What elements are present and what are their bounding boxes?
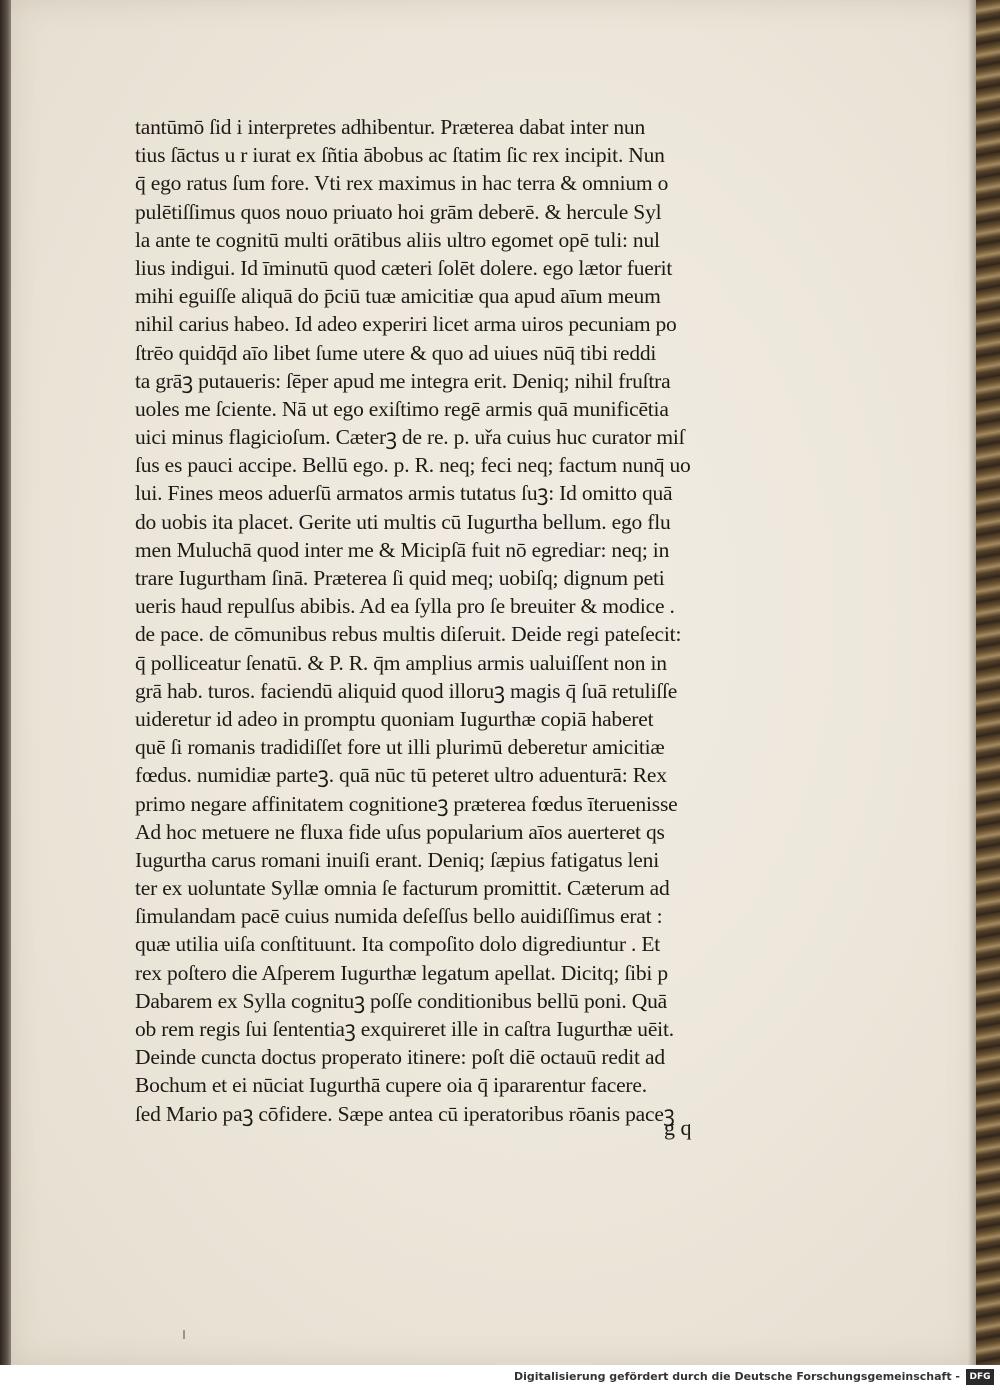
funding-footer — [0, 1365, 1000, 1390]
text-line: Bochum et ei nūciat Iugurthā cupere oia q̄ ipararentur facere. — [135, 1073, 647, 1098]
footer-credit: Digitalisierung gefördert durch die Deutsche Forschungsgemeinschaft - — [513, 1370, 960, 1383]
text-line: ſed Mario paꝫ cōfidere. Sæpe antea cū iperatoribus rōanis paceꝫ — [135, 1101, 675, 1126]
text-block — [135, 113, 719, 1128]
text-line: uideretur id adeo in promptu quoniam Iugurthæ copiā haberet — [135, 706, 654, 731]
text-line: q̄ ego ratus ſum fore. Vti rex maximus in hac terra & omnium o — [135, 171, 669, 196]
text-line: de pace. de cōmunibus rebus multis diſeruit. Deide regi pateſecit: — [135, 622, 682, 647]
text-line: grā hab. turos. faciendū aliquid quod illoruꝫ magis q̄ ſuā retuliſſe — [135, 678, 678, 703]
text-line: nihil carius habeo. Id adeo experiri licet arma uiros pecuniam po — [135, 312, 677, 337]
manuscript-page — [11, 0, 976, 1365]
marbled-cover-edge — [976, 0, 1000, 1365]
text-line: tius ſāctus u r iurat ex ſñtia ābobus ac ſtatim ſic rex incipit. Nun — [135, 143, 665, 168]
text-line: tantūmō ſid i interpretes adhibentur. Præterea dabat inter nun — [135, 115, 646, 139]
text-line: ſimulandam pacē cuius numida deſeſſus bello auidiſſimus erat : — [135, 904, 663, 929]
text-line: uici minus flagicioſum. Cæterꝫ de re. p. uřa cuius huc curator miſ — [135, 425, 685, 450]
text-line: quē ſi romanis tradidiſſet fore ut illi plurimū deberetur amicitiæ — [135, 735, 665, 760]
cover-shadow — [968, 0, 976, 1365]
text-line: Iugurtha carus romani inuiſi erant. Deniq; ſæpius fatigatus leni — [135, 847, 659, 872]
text-line: ueris haud repulſus abibis. Ad ea ſylla pro ſe breuiter & modice . — [135, 594, 675, 619]
text-line: pulētiſſimus quos nouo priuato hoi grām deberē. & hercule Syl — [135, 199, 662, 224]
text-line: la ante te cognitū multi orātibus aliis ultro egomet opē tuli: nul — [135, 227, 660, 252]
text-line: do uobis ita placet. Gerite uti multis cū Iugurtha bellum. ego flu — [135, 509, 671, 534]
text-line: ſus es pauci accipe. Bellū ego. p. R. neq; feci neq; factum nunq̄ uo — [135, 453, 691, 478]
dfg-logo: DFG — [966, 1369, 994, 1385]
book-binding-edge — [0, 0, 11, 1365]
pencil-mark — [183, 1330, 185, 1339]
text-line: Dabarem ex Sylla cognituꝫ poſſe conditionibus bellū poni. Quā — [135, 988, 668, 1013]
text-line: ob rem regis ſui ſententiaꝫ exquireret ille in caſtra Iugurthæ uēit. — [135, 1017, 674, 1041]
text-line: fœdus. numidiæ parteꝫ. quā nūc tū peteret ultro aduenturā: Rex — [135, 763, 667, 788]
text-line: lui. Fines meos aduerſū armatos armis tutatus ſuꝫ: Id omitto quā — [135, 481, 673, 506]
signature-mark: g q — [664, 1115, 692, 1140]
text-line: men Muluchā quod inter me & Micipſā fuit nō egrediar: neq; in — [135, 537, 670, 562]
text-line: rex poſtero die Aſperem Iugurthæ legatum apellat. Dicitq; ſibi p — [135, 960, 668, 985]
text-line: Deinde cuncta doctus properato itinere: poſt diē octauū redit ad — [135, 1045, 665, 1070]
text-line: ta grāꝫ putaueris: ſēper apud me integra erit. Deniq; nihil fruſtra — [135, 368, 671, 393]
text-line: quæ utilia uiſa conſtituunt. Ita compoſito dolo digrediuntur . Et — [135, 932, 661, 957]
text-line: ſtrēo quidq̄d aīo libet ſume utere & quo ad uiues nūq̄ tibi reddi — [135, 340, 657, 365]
text-line: primo negare affinitatem cognitioneꝫ præterea fœdus īteruenisse — [135, 791, 678, 816]
text-line: Ad hoc metuere ne fluxa fide uſus popularium aīos auerteret qs — [135, 819, 665, 844]
text-line: uoles me ſciente. Nā ut ego exiſtimo regē armis quā munificētia — [135, 396, 669, 421]
text-line: mihi eguiſſe aliquā do p̄ciū tuæ amicitiæ qua apud aīum meum — [135, 284, 661, 309]
text-line: ter ex uoluntate Syllæ omnia ſe facturum promittit. Cæterum ad — [135, 876, 670, 901]
text-line: lius indigui. Id īminutū quod cæteri ſolēt dolere. ego lætor fuerit — [135, 255, 673, 280]
text-line: trare Iugurtham ſinā. Præterea ſi quid meq; uobiſq; dignum peti — [135, 566, 665, 590]
text-line: q̄ polliceatur ſenatū. & P. R. q̄m amplius armis ualuiſſent non in — [135, 650, 667, 675]
